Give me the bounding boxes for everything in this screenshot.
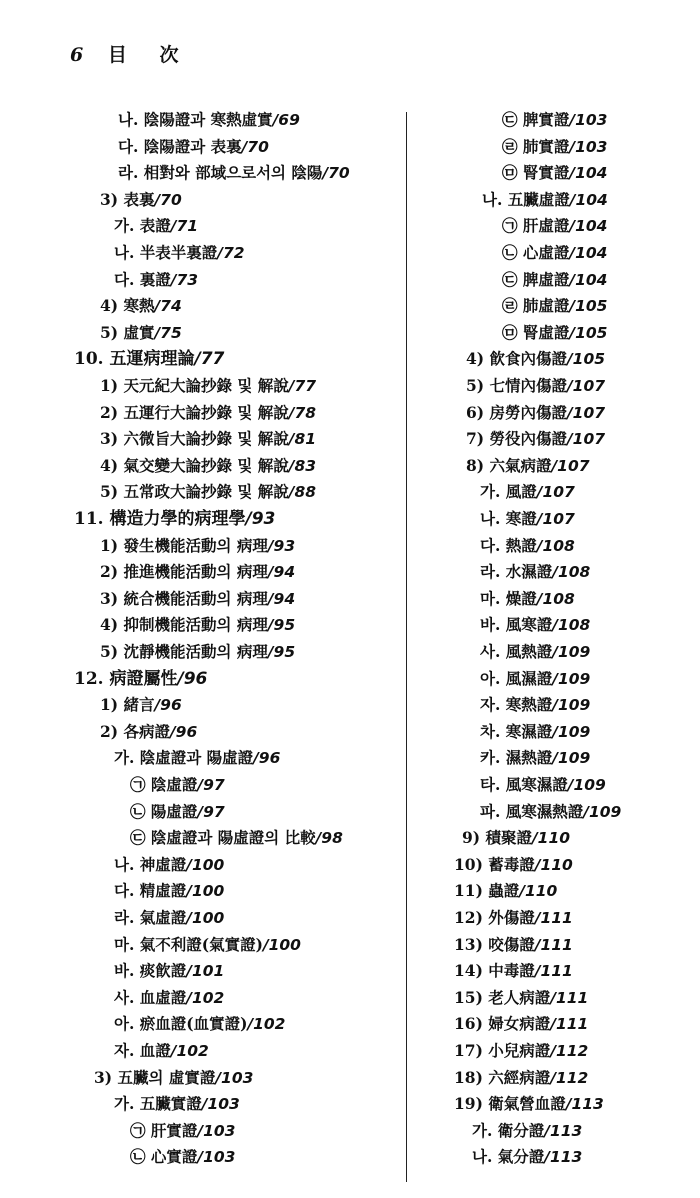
header-title-2: 次	[159, 44, 179, 66]
toc-entry	[74, 349, 224, 369]
toc-entry	[502, 137, 607, 157]
toc-entry-page: /69	[272, 111, 300, 129]
toc-entry-page: /103	[201, 1095, 240, 1114]
toc-entry-page: /109	[583, 802, 622, 821]
toc-entry-page: /111	[550, 988, 589, 1007]
toc-entry	[114, 1014, 285, 1034]
toc-entry-page: /109	[552, 669, 591, 688]
toc-entry-page: /104	[569, 270, 608, 289]
toc-entry-label: 파. 風寒濕熱證	[480, 801, 584, 821]
toc-entry-label: 8) 六氣病證	[466, 455, 552, 475]
toc-entry-page: /70	[322, 164, 350, 183]
toc-entry-page: /107	[567, 403, 606, 422]
toc-entry-page: /109	[552, 749, 591, 768]
toc-entry-label: 다. 裏證	[114, 269, 171, 289]
toc-entry	[454, 1014, 588, 1034]
toc-entry-label: 다. 熱證	[480, 535, 537, 555]
toc-entry-label: 라. 水濕證	[480, 562, 553, 582]
toc-entry-label: ㉣ 肺實證	[502, 136, 570, 156]
page-header	[70, 40, 179, 67]
toc-entry	[118, 110, 300, 130]
toc-entry-page: /111	[534, 962, 573, 981]
toc-entry	[454, 855, 573, 875]
toc-entry-page: /109	[567, 776, 606, 794]
toc-entry	[118, 163, 350, 183]
toc-entry-page: /111	[534, 935, 573, 954]
page-number: 6	[70, 44, 84, 66]
toc-entry	[114, 935, 301, 955]
toc-entry	[100, 695, 182, 715]
toc-entry-label: 13) 咬傷證	[454, 934, 535, 954]
toc-entry-page: /104	[569, 190, 608, 209]
toc-entry-label: 자. 血證	[114, 1041, 171, 1060]
toc-entry	[480, 669, 590, 689]
toc-entry-label: 1) 發生機能活動의 病理	[100, 535, 268, 555]
toc-entry	[454, 1068, 588, 1088]
toc-entry	[454, 908, 573, 928]
toc-entry-label: 12) 外傷證	[454, 908, 535, 927]
toc-entry	[74, 669, 207, 689]
toc-entry-label: 3) 六微旨大論抄錄 및 解說	[100, 429, 289, 449]
toc-entry-label: 바. 痰飮證	[114, 961, 187, 981]
toc-entry-page: /93	[267, 536, 296, 555]
toc-entry-label: 9) 積聚證	[462, 828, 533, 848]
toc-entry	[454, 881, 557, 901]
toc-entry-label: 10) 蓄毒證	[454, 854, 535, 874]
toc-entry-page: /96	[170, 722, 198, 741]
toc-entry	[466, 403, 605, 423]
toc-entry	[94, 1068, 253, 1088]
toc-entry-page: /110	[534, 855, 573, 874]
toc-entry-page: /71	[170, 217, 199, 236]
toc-entry-page: /113	[544, 1121, 583, 1140]
toc-entry-page: /81	[288, 430, 317, 449]
toc-entry	[114, 908, 224, 928]
toc-entry-page: /70	[154, 190, 182, 209]
column-divider	[406, 112, 407, 1182]
toc-entry-page: /98	[315, 829, 343, 848]
toc-entry-page: /113	[565, 1095, 604, 1114]
toc-entry-page: /108	[536, 536, 575, 555]
toc-entry	[482, 190, 608, 210]
toc-entry-page: /88	[288, 483, 317, 502]
toc-entry	[74, 509, 275, 529]
toc-entry-page: /103	[197, 1148, 236, 1167]
toc-entry-label: ㉤ 腎虛證	[502, 322, 570, 342]
toc-entry	[100, 722, 197, 742]
toc-entry-page: /97	[197, 776, 225, 794]
toc-entry	[100, 589, 295, 609]
header-title-1: 目	[107, 44, 127, 66]
toc-entry-label: ㉠ 肝實證	[130, 1120, 198, 1140]
toc-entry-page: /105	[567, 350, 606, 369]
toc-entry-page: /108	[536, 589, 575, 608]
toc-entry	[480, 748, 590, 768]
toc-entry-label: 4) 氣交變大論抄錄 및 解說	[100, 455, 289, 475]
toc-entry-label: 17) 小兒病證	[454, 1041, 551, 1060]
toc-entry-label: 라. 氣虛證	[114, 908, 187, 927]
toc-entry-label: 2) 推進機能活動의 病理	[100, 562, 268, 582]
toc-entry-page: /96	[154, 696, 182, 715]
toc-entry	[114, 748, 280, 768]
toc-entry	[130, 1147, 235, 1167]
toc-entry	[100, 429, 316, 449]
toc-entry-page: /77	[194, 349, 225, 370]
toc-entry	[480, 536, 575, 556]
toc-entry-label: 7) 勞役內傷證	[466, 429, 568, 449]
toc-entry-label: 14) 中毒證	[454, 961, 535, 981]
toc-entry-page: /104	[569, 217, 608, 236]
toc-entry	[100, 296, 182, 316]
toc-entry	[100, 190, 182, 210]
toc-entry-label: 5) 五常政大論抄錄 및 解說	[100, 482, 289, 502]
toc-entry-page: /100	[186, 855, 225, 874]
toc-entry	[100, 323, 182, 343]
toc-entry-label: ㉣ 肺虛證	[502, 296, 570, 316]
toc-entry-page: /107	[567, 377, 606, 395]
toc-entry-label: 1) 緒言	[100, 695, 155, 715]
toc-entry-label: 가. 陰虛證과 陽虛證	[114, 748, 254, 768]
toc-entry	[130, 1121, 235, 1141]
toc-entry-label: 나. 神虛證	[114, 854, 187, 874]
toc-entry-label: 사. 血虛證	[114, 987, 187, 1007]
toc-entry-page: /83	[288, 456, 317, 475]
toc-entry-page: /97	[197, 802, 225, 821]
toc-entry-label: 18) 六經病證	[454, 1067, 551, 1087]
toc-entry	[454, 1041, 588, 1061]
toc-entry-page: /75	[154, 323, 182, 342]
toc-entry-page: /96	[177, 668, 208, 689]
toc-entry-page: /104	[569, 244, 608, 262]
toc-entry-page: /100	[186, 882, 225, 901]
toc-entry-page: /110	[519, 882, 558, 901]
toc-entry	[130, 775, 225, 795]
toc-entry-page: /108	[552, 563, 591, 582]
toc-entry-label: 가. 表證	[114, 216, 171, 236]
toc-entry	[114, 216, 198, 236]
toc-entry	[130, 802, 225, 822]
toc-entry-page: /109	[552, 643, 591, 661]
toc-entry-label: ㉡ 心實證	[130, 1147, 198, 1167]
toc-entry	[480, 589, 575, 609]
toc-entry-page: /95	[267, 643, 296, 661]
toc-entry-page: /102	[247, 1015, 286, 1034]
toc-entry	[100, 456, 316, 476]
toc-entry	[502, 216, 607, 236]
toc-entry	[118, 137, 269, 157]
toc-entry-page: /107	[536, 510, 575, 528]
toc-entry-page: /93	[245, 509, 276, 529]
toc-entry-label: 4) 抑制機能活動의 病理	[100, 615, 268, 635]
toc-entry-label: ㉢ 陰虛證과 陽虛證의 比較	[130, 828, 316, 848]
toc-entry-label: 다. 陰陽證과 表裏	[118, 136, 242, 156]
toc-entry	[480, 722, 590, 742]
toc-entry-label: 아. 瘀血證(血實證)	[114, 1014, 248, 1034]
toc-entry-page: /94	[267, 563, 296, 582]
toc-entry	[472, 1147, 582, 1167]
toc-entry-label: 나. 五臟虛證	[482, 189, 570, 209]
toc-entry-label: 카. 濕熱證	[480, 748, 553, 768]
toc-entry-label: ㉠ 肝虛證	[502, 216, 570, 236]
toc-entry-label: 10. 五運病理論	[74, 349, 195, 370]
toc-entry-label: 라. 相對와 部域으로서의 陰陽	[118, 163, 323, 183]
toc-entry-page: /112	[550, 1068, 589, 1087]
toc-entry-page: /78	[288, 403, 317, 422]
toc-entry-label: 다. 精虛證	[114, 881, 187, 901]
toc-entry-label: 16) 婦女病證	[454, 1014, 551, 1034]
toc-entry-page: /73	[170, 270, 199, 289]
toc-entry-label: 3) 表裏	[100, 189, 155, 209]
toc-entry	[466, 456, 590, 476]
toc-entry	[480, 695, 590, 715]
toc-entry-label: 5) 七情內傷證	[466, 376, 568, 395]
toc-entry-label: 차. 寒濕證	[480, 721, 553, 741]
toc-entry-page: /109	[552, 722, 591, 741]
toc-entry-page: /100	[262, 935, 301, 954]
toc-entry-label: 3) 統合機能活動의 病理	[100, 588, 268, 608]
toc-entry-page: /112	[550, 1042, 589, 1060]
toc-entry	[502, 270, 607, 290]
toc-entry	[480, 562, 590, 582]
toc-entry-page: /107	[567, 430, 606, 449]
toc-entry	[480, 642, 590, 662]
toc-entry-label: 2) 五運行大論抄錄 및 解說	[100, 402, 289, 422]
toc-entry	[480, 509, 575, 529]
toc-entry-label: ㉢ 脾虛證	[502, 269, 570, 289]
toc-entry	[130, 828, 343, 848]
toc-entry	[480, 775, 606, 795]
toc-entry	[466, 376, 605, 396]
toc-entry	[100, 536, 295, 556]
toc-entry-label: 나. 陰陽證과 寒熱虛實	[118, 110, 273, 129]
toc-entry-label: 바. 風寒證	[480, 615, 553, 635]
toc-entry-page: /72	[217, 244, 245, 262]
toc-entry	[114, 881, 224, 901]
toc-entry	[114, 1094, 240, 1114]
toc-entry	[502, 110, 607, 130]
toc-entry-label: 가. 風證	[480, 482, 537, 502]
toc-entry-page: /94	[267, 589, 296, 608]
toc-entry-label: 아. 風濕證	[480, 668, 553, 688]
toc-entry-label: 6) 房勞內傷證	[466, 402, 568, 422]
toc-entry-page: /70	[241, 137, 269, 156]
toc-entry-page: /113	[544, 1148, 583, 1167]
toc-entry	[454, 1094, 604, 1114]
toc-entry	[472, 1121, 582, 1141]
toc-entry-label: ㉠ 陰虛證	[130, 775, 198, 794]
toc-entry-page: /111	[534, 909, 573, 927]
toc-entry-label: 가. 五臟實證	[114, 1094, 202, 1114]
toc-entry-page: /77	[288, 377, 317, 395]
toc-entry-label: 5) 沈靜機能活動의 病理	[100, 642, 268, 661]
toc-entry	[454, 935, 573, 955]
toc-entry-page: /105	[569, 323, 608, 342]
toc-entry	[114, 1041, 209, 1061]
toc-entry-page: /103	[197, 1121, 236, 1140]
toc-entry	[480, 615, 590, 635]
toc-entry	[114, 988, 224, 1008]
toc-entry-page: /111	[550, 1015, 589, 1034]
toc-entry-page: /100	[186, 909, 225, 927]
toc-entry-label: 1) 天元紀大論抄錄 및 解說	[100, 376, 289, 395]
toc-entry-label: 11) 蟲證	[454, 881, 520, 901]
toc-entry	[100, 403, 316, 423]
toc-entry-label: 4) 飮食內傷證	[466, 349, 568, 369]
toc-entry-label: 15) 老人病證	[454, 987, 551, 1007]
toc-entry-label: 나. 寒證	[480, 509, 537, 528]
toc-entry-page: /103	[569, 137, 608, 156]
toc-entry-label: 사. 風熱證	[480, 642, 553, 661]
toc-entry	[466, 429, 605, 449]
toc-entry-label: 타. 風寒濕證	[480, 775, 568, 794]
toc-entry-label: 12. 病證屬性	[74, 668, 178, 689]
toc-entry	[502, 323, 607, 343]
toc-entry	[454, 961, 573, 981]
toc-entry-page: /107	[551, 456, 590, 475]
toc-entry-label: 4) 寒熱	[100, 296, 155, 316]
toc-entry-label: 나. 半表半裏證	[114, 243, 218, 262]
toc-entry-label: 마. 氣不利證(氣實證)	[114, 934, 263, 954]
toc-entry	[466, 349, 605, 369]
toc-entry	[100, 615, 295, 635]
toc-entry	[502, 163, 607, 183]
toc-entry-page: /101	[186, 962, 225, 981]
toc-entry	[502, 243, 607, 263]
toc-entry-label: 마. 燥證	[480, 588, 537, 608]
toc-entry-label: 11. 構造力學的病理學	[74, 509, 246, 529]
toc-entry-label: ㉢ 脾實證	[502, 110, 570, 129]
toc-entry-label: 자. 寒熱證	[480, 695, 553, 715]
toc-entry	[100, 376, 316, 396]
toc-entry-page: /74	[154, 297, 182, 316]
toc-entry	[114, 961, 224, 981]
toc-entry	[114, 243, 245, 263]
toc-entry-page: /95	[267, 616, 296, 635]
toc-entry-label: 가. 衛分證	[472, 1120, 545, 1140]
toc-entry-page: /96	[253, 749, 281, 768]
toc-entry	[480, 482, 575, 502]
toc-entry	[454, 988, 588, 1008]
toc-entry-label: ㉡ 心虛證	[502, 243, 570, 262]
toc-entry	[100, 482, 316, 502]
toc-entry-page: /102	[170, 1042, 209, 1060]
toc-entry	[502, 296, 607, 316]
toc-entry	[100, 642, 295, 662]
toc-entry-label: 5) 虛實	[100, 322, 155, 342]
toc-entry-label: ㉤ 腎實證	[502, 163, 570, 183]
toc-entry-label: 2) 各病證	[100, 721, 171, 741]
toc-entry	[480, 802, 621, 822]
toc-entry-page: /110	[532, 829, 571, 848]
toc-entry	[114, 270, 198, 290]
toc-entry	[114, 855, 224, 875]
toc-entry	[462, 828, 570, 848]
toc-entry-page: /107	[536, 483, 575, 502]
toc-entry-page: /109	[552, 696, 591, 715]
toc-entry-label: ㉡ 陽虛證	[130, 801, 198, 821]
toc-entry-page: /103	[569, 111, 608, 129]
toc-entry-label: 19) 衛氣營血證	[454, 1094, 566, 1114]
toc-entry	[100, 562, 295, 582]
toc-entry-page: /108	[552, 616, 591, 635]
toc-entry-page: /104	[569, 164, 608, 183]
toc-entry-page: /102	[186, 988, 225, 1007]
toc-entry-label: 3) 五臟의 虛實證	[94, 1067, 216, 1087]
toc-entry-label: 나. 氣分證	[472, 1147, 545, 1167]
toc-entry-page: /103	[215, 1068, 254, 1087]
toc-entry-page: /105	[569, 297, 608, 316]
